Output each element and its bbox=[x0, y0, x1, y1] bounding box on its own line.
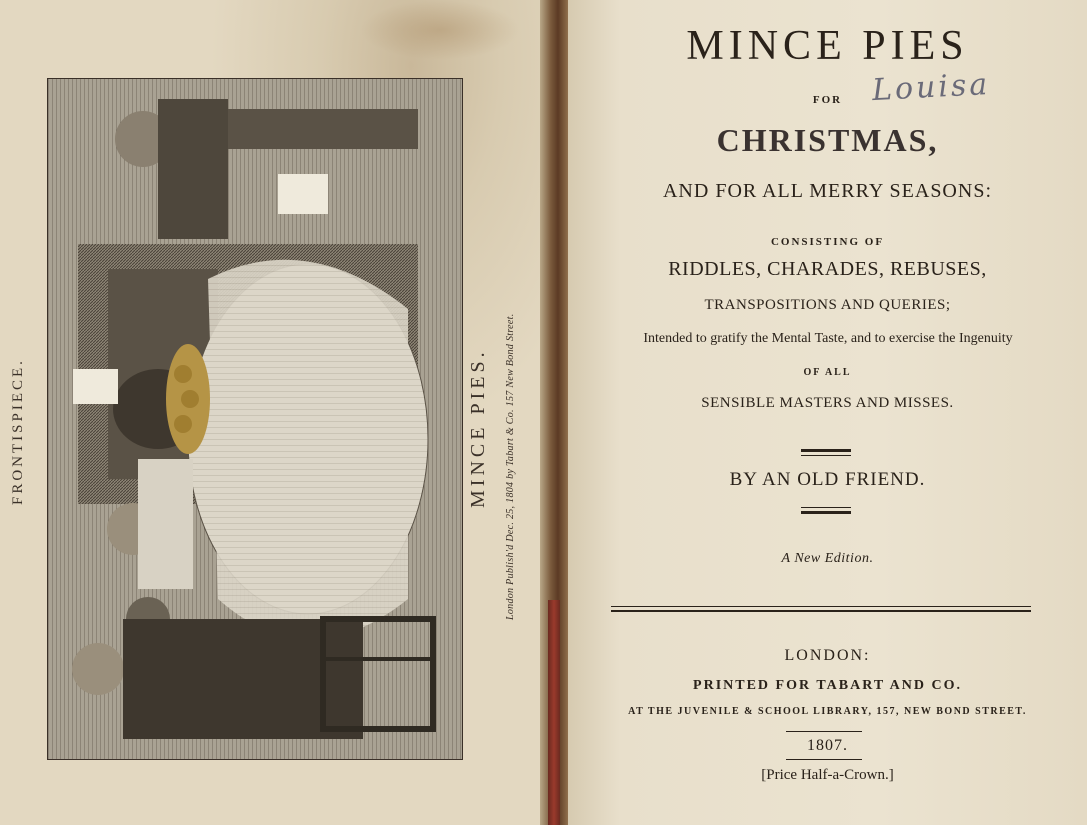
plate-credit: London Publish'd Dec. 25, 1804 by Tabart & Co. 157 New Bond Street. bbox=[505, 313, 516, 620]
title-line2: CHRISTMAS, bbox=[716, 122, 939, 158]
spine-binding-red bbox=[548, 600, 560, 825]
imprint-year: 1807. bbox=[807, 737, 848, 754]
imprint-rule-2 bbox=[611, 610, 1031, 612]
edition: A New Edition. bbox=[781, 551, 874, 566]
contents-line1: RIDDLES, CHARADES, REBUSES, bbox=[668, 258, 987, 280]
imprint-library: AT THE JUVENILE & SCHOOL LIBRARY, 157, NEW BOND STREET. bbox=[628, 706, 1027, 717]
rule-below-author-1 bbox=[801, 507, 851, 508]
handwritten-signature: Louisa bbox=[871, 66, 992, 109]
audience: SENSIBLE MASTERS AND MISSES. bbox=[701, 395, 954, 411]
rule-above-author-2 bbox=[801, 455, 851, 456]
consisting-of: CONSISTING OF bbox=[770, 236, 885, 248]
intended-line: Intended to gratify the Mental Taste, and to exercise the Ingenuity bbox=[643, 331, 1013, 346]
rule-below-author-2 bbox=[801, 511, 851, 514]
rule-above-author-1 bbox=[801, 449, 851, 452]
year-rule-bottom bbox=[786, 759, 862, 760]
engraving-illustration bbox=[48, 79, 462, 759]
water-stain bbox=[360, 0, 520, 60]
imprint-place: LONDON: bbox=[784, 647, 871, 664]
title-line1: MINCE PIES bbox=[686, 23, 969, 69]
title-for: FOR bbox=[812, 94, 843, 106]
imprint-printer: PRINTED FOR TABART AND CO. bbox=[693, 678, 962, 693]
year-rule-top bbox=[786, 731, 862, 732]
frontispiece-label: FRONTISPIECE. bbox=[10, 358, 26, 505]
author: BY AN OLD FRIEND. bbox=[729, 469, 926, 490]
contents-line2: TRANSPOSITIONS AND QUERIES; bbox=[704, 297, 951, 313]
imprint-rule-1 bbox=[611, 606, 1031, 607]
price: [Price Half-a-Crown.] bbox=[761, 767, 894, 783]
plate-title: MINCE PIES. bbox=[467, 348, 489, 508]
frontispiece-engraving bbox=[47, 78, 463, 760]
of-all: OF ALL bbox=[803, 367, 852, 378]
subtitle: AND FOR ALL MERRY SEASONS: bbox=[662, 180, 993, 202]
